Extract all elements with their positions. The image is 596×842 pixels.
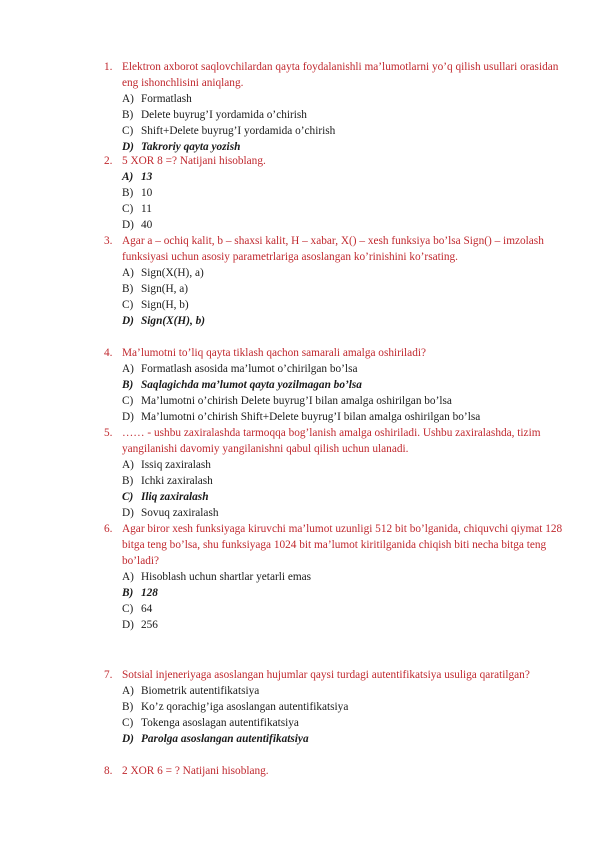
option-c: C) Shift+Delete buyrug’I yordamida o’chirish [122,125,336,137]
option-d-correct: D) Takroriy qayta yozish [122,141,241,153]
option-d: D) 256 [122,619,158,631]
question-text: 2 XOR 6 = ? Natijani hisoblang. [122,765,269,777]
question-number: 8. [104,765,113,777]
question-number: 5. [104,427,113,439]
question-6 [104,521,564,633]
option-a: A) Biometrik autentifikatsiya [122,685,260,697]
question-3 [104,233,564,329]
option-b-correct: B) Saqlagichda ma’lumot qayta yozilmagan bo’lsa [122,379,362,391]
question-5 [104,425,564,521]
question-text: …… - ushbu zaxiralashda tarmoqqa bog’lanish amalga oshiriladi. Ushbu zaxiralashda, tizim yangilanishi davomiy yangilanishni qabul qilish uchun ulanadi. [122,427,541,455]
question-text: Ma’lumotni to’liq qayta tiklash qachon samarali amalga oshiriladi? [122,347,426,359]
question-text: 5 XOR 8 =? Natijani hisoblang. [122,155,266,167]
option-d-correct: D) Parolga asoslangan autentifikatsiya [122,733,309,745]
question-4 [104,345,564,425]
question-text: Sotsial injeneriyaga asoslangan hujumlar qaysi turdagi autentifikatsiya usuliga qaratilgan? [122,669,530,681]
option-c: C) 64 [122,603,153,615]
option-c-correct: C) Iliq zaxiralash [122,491,209,503]
option-d: D) 40 [122,219,153,231]
question-number: 2. [104,155,113,167]
question-number: 4. [104,347,113,359]
option-a-correct: A) 13 [122,171,153,183]
option-d: D) Ma’lumotni o’chirish Shift+Delete buyrug’I bilan amalga oshirilgan bo’lsa [122,411,481,423]
option-b-correct: B) 128 [122,587,158,599]
option-a: A) Formatlash [122,93,192,105]
question-8 [104,763,564,779]
option-c: C) Tokenga asoslagan autentifikatsiya [122,717,299,729]
question-1 [104,59,564,155]
option-d: D) Sovuq zaxiralash [122,507,219,519]
question-text: Elektron axborot saqlovchilardan qayta foydalanishli ma’lumotlarni yo’q qilish usullari orasidan eng ishonchlisini aniqlang. [122,61,559,89]
question-7 [104,667,564,747]
option-b: B) 10 [122,187,153,199]
question-number: 7. [104,669,113,681]
option-b: B) Delete buyrug’I yordamida o’chirish [122,109,307,121]
option-a: A) Hisoblash uchun shartlar yetarli emas [122,571,312,583]
option-a: A) Issiq zaxiralash [122,459,211,471]
option-c: C) Sign(H, b) [122,299,189,311]
option-b: B) Ko’z qorachig’iga asoslangan autentifikatsiya [122,701,349,713]
question-text: Agar biror xesh funksiyaga kiruvchi ma’lumot uzunligi 512 bit bo’lganida, chiquvchi qiymat 128 bitga teng bo’lsa, shu funksiyaga 1024 bit ma’lumot kiritilganida chiqish biti necha bitga teng bo’ladi? [122,523,563,567]
option-a: A) Formatlash asosida ma’lumot o’chirilgan bo’lsa [122,363,358,375]
question-2 [104,153,564,233]
question-number: 3. [104,235,113,247]
question-text: Agar a – ochiq kalit, b – shaxsi kalit, H – xabar, X() – xesh funksiya bo’lsa Sign() – imzolash funksiyasi uchun asosiy parametrlariga asoslangan ko’rinishini ko’rsating. [122,235,544,263]
option-a: A) Sign(X(H), a) [122,267,204,279]
option-b: B) Sign(H, a) [122,283,189,295]
option-b: B) Ichki zaxiralash [122,475,213,487]
question-number: 1. [104,61,113,73]
option-c: C) Ma’lumotni o’chirish Delete buyrug’I bilan amalga oshirilgan bo’lsa [122,395,452,407]
option-d-correct: D) Sign(X(H), b) [122,315,206,327]
question-number: 6. [104,523,113,535]
option-c: C) 11 [122,203,152,215]
